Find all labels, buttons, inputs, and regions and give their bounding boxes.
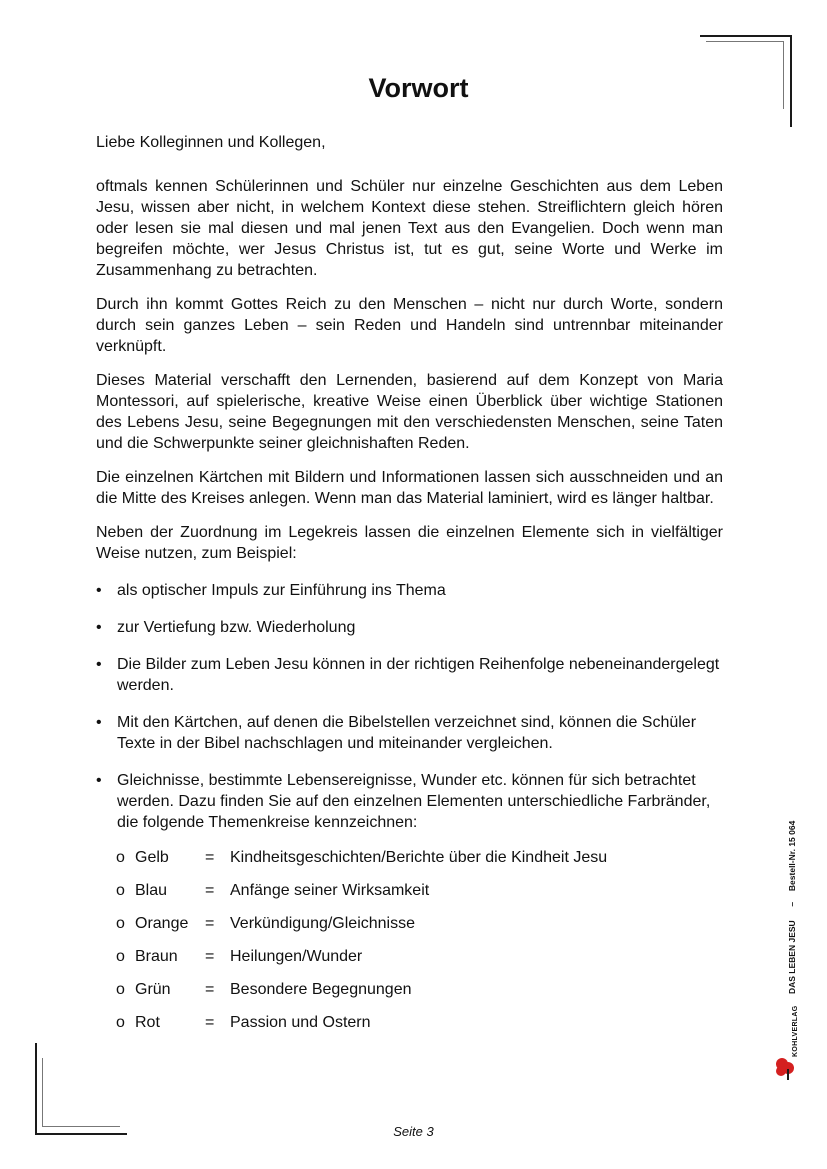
- equals-sign: =: [205, 1014, 215, 1031]
- color-meaning: Kindheitsgeschichten/Berichte über die Kindheit Jesu: [230, 849, 608, 866]
- equals-sign: =: [205, 948, 215, 965]
- color-legend-row: [116, 847, 723, 880]
- sidebar-vertical: [779, 806, 809, 996]
- color-legend-row: [116, 1012, 723, 1045]
- color-name: Grün: [135, 981, 171, 998]
- equals-sign: =: [205, 981, 215, 998]
- page-title: Vorwort: [368, 73, 469, 103]
- list-item: [96, 580, 723, 601]
- bullet-symbol: •: [96, 656, 102, 673]
- color-meaning: Besondere Begegnungen: [230, 981, 412, 998]
- list-item: [96, 617, 723, 638]
- sidebar-order-number: Bestell-Nr. 15 064: [787, 820, 797, 892]
- color-legend-row: [116, 880, 723, 913]
- usage-list: [96, 580, 723, 833]
- color-marker: o: [116, 981, 125, 998]
- page-content: [96, 132, 723, 1045]
- equals-sign: =: [205, 849, 215, 866]
- salutation: Liebe Kolleginnen und Kollegen,: [96, 134, 326, 151]
- list-item-text: Mit den Kärtchen, auf denen die Bibelstellen verzeichnet sind, können die Schüler Texte in der Bibel nachschlagen und miteinander vergleichen.: [117, 714, 697, 752]
- paragraph: Durch ihn kommt Gottes Reich zu den Menschen – nicht nur durch Worte, sondern durch sein ganzes Leben – sein Reden und Handeln sind untrennbar miteinander verknüpft.: [96, 296, 723, 355]
- color-name: Braun: [135, 948, 178, 965]
- page-number: Seite 3: [393, 1124, 434, 1139]
- bullet-symbol: •: [96, 582, 102, 599]
- sidebar-separator: –: [787, 901, 797, 907]
- list-item: [96, 770, 723, 833]
- list-item: [96, 654, 723, 696]
- list-item: [96, 712, 723, 754]
- color-marker: o: [116, 915, 125, 932]
- color-marker: o: [116, 1014, 125, 1031]
- color-name: Orange: [135, 915, 189, 932]
- color-legend-row: [116, 979, 723, 1012]
- tree-logo-icon: [774, 1055, 798, 1081]
- color-marker: o: [116, 948, 125, 965]
- list-item-text: Gleichnisse, bestimmte Lebensereignisse, Wunder etc. können für sich betrachtet werden. Dazu finden Sie auf den einzelnen Elementen unterschiedliche Farbränder, die folgende Themenkreise kennzeichnen:: [117, 772, 711, 831]
- equals-sign: =: [205, 915, 215, 932]
- paragraph: Dieses Material verschafft den Lernenden, basierend auf dem Konzept von Maria Montessori, auf spielerische, kreative Weise einen Überblick über wichtige Stationen des Lebens Jesu, seine Begegnungen mit den verschiedensten Menschen, seine Taten und die Schwerpunkte seiner gleichnishaften Reden.: [96, 372, 723, 452]
- list-item-text: als optischer Impuls zur Einführung ins Thema: [117, 582, 446, 599]
- list-item-text: zur Vertiefung bzw. Wiederholung: [117, 619, 356, 636]
- color-name: Gelb: [135, 849, 169, 866]
- paragraph: Die einzelnen Kärtchen mit Bildern und Informationen lassen sich ausschneiden und an die Mitte des Kreises anlegen. Wenn man das Material laminiert, wird es länger haltbar.: [96, 469, 723, 507]
- publisher-logo: [774, 1005, 808, 1085]
- color-meaning: Passion und Ostern: [230, 1014, 371, 1031]
- sidebar-book-title: DAS LEBEN JESU: [787, 920, 797, 994]
- paragraph: oftmals kennen Schülerinnen und Schüler nur einzelne Geschichten aus dem Leben Jesu, wissen aber nicht, in welchem Kontext diese stehen. Streiflichtern gleich hören oder lesen sie mal diesen und mal jenen Text aus den Evangelien. Doch wenn man begreifen möchte, wer Jesus Christus ist, tut es gut, seine Worte und Werke im Zusammenhang zu betrachten.: [96, 178, 723, 279]
- publisher-name: KOHLVERLAG: [792, 1005, 799, 1057]
- paragraph: Neben der Zuordnung im Legekreis lassen die einzelnen Elemente sich in vielfältiger Weise nutzen, zum Beispiel:: [96, 524, 723, 562]
- bullet-symbol: •: [96, 619, 102, 636]
- color-name: Rot: [135, 1014, 160, 1031]
- bullet-symbol: •: [96, 772, 102, 789]
- color-meaning: Anfänge seiner Wirksamkeit: [230, 882, 430, 899]
- color-legend: [96, 847, 723, 1045]
- list-item-text: Die Bilder zum Leben Jesu können in der richtigen Reihenfolge nebeneinandergelegt werden.: [117, 656, 720, 694]
- color-marker: o: [116, 882, 125, 899]
- color-meaning: Heilungen/Wunder: [230, 948, 363, 965]
- color-marker: o: [116, 849, 125, 866]
- color-legend-row: [116, 946, 723, 979]
- bullet-symbol: •: [96, 714, 102, 731]
- color-meaning: Verkündigung/Gleichnisse: [230, 915, 416, 932]
- color-legend-row: [116, 913, 723, 946]
- color-name: Blau: [135, 882, 168, 899]
- equals-sign: =: [205, 882, 215, 899]
